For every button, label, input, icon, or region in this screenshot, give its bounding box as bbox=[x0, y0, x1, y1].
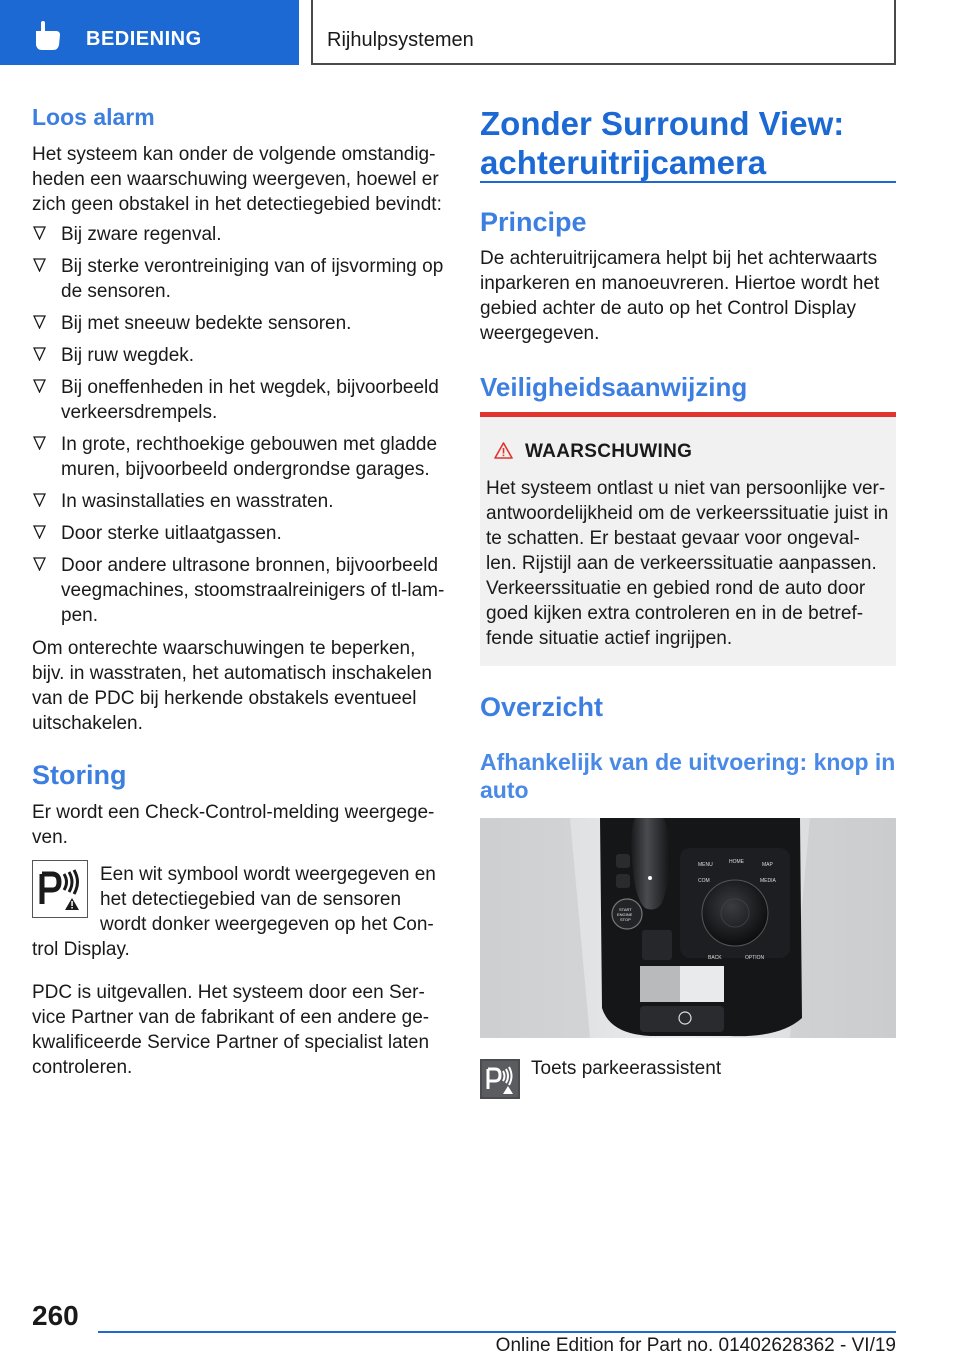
list-item: Bij oneffenheden in het wegdek, bijvoorbeeld verkeersdrempels. bbox=[32, 375, 448, 425]
warning-triangle-icon bbox=[494, 442, 513, 459]
triangle-bullet-icon bbox=[33, 258, 46, 272]
svg-text:COM: COM bbox=[698, 878, 710, 884]
list-item: Bij sterke verontreiniging van of ijsvorming op de sensoren. bbox=[32, 254, 448, 304]
triangle-bullet-icon bbox=[33, 379, 46, 393]
chapter-box bbox=[311, 0, 896, 65]
svg-text:STOP: STOP bbox=[620, 917, 631, 922]
pdc-symbol-icon bbox=[32, 860, 88, 918]
list-item: Bij zware regenval. bbox=[32, 222, 448, 247]
svg-text:ENGINE: ENGINE bbox=[617, 912, 633, 917]
list-item: Bij met sneeuw bedekte sensoren. bbox=[32, 311, 448, 336]
chapter-label: Rijhulpsystemen bbox=[327, 29, 474, 51]
svg-text:BACK: BACK bbox=[708, 955, 722, 961]
list-item: Door sterke uitlaatgassen. bbox=[32, 521, 448, 546]
storing-text-2: PDC is uitgevallen. Het systeem door een Ser-vice Partner van de fabrikant of een andere ge-kwalificeerde Service Partner of specialist laten controleren. bbox=[32, 982, 430, 1078]
section-tab bbox=[0, 0, 299, 65]
section-label: BEDIENING bbox=[86, 28, 202, 50]
list-item: Bij ruw wegdek. bbox=[32, 343, 448, 368]
svg-text:START: START bbox=[619, 907, 632, 912]
loos-alarm-list bbox=[32, 222, 448, 635]
storing-icon-text-cont: trol Display. bbox=[32, 939, 130, 960]
triangle-bullet-icon bbox=[33, 493, 46, 507]
triangle-bullet-icon bbox=[33, 315, 46, 329]
storing-heading: Storing bbox=[32, 760, 127, 790]
page-section-title: Zonder Surround View: achteruitrijcamera bbox=[480, 105, 845, 181]
storing-icon-text: Een wit symbool wordt weergegeven en het detectiegebied van de sensoren wordt donker weergegeven op het Con- bbox=[100, 864, 436, 935]
principe-text: De achteruitrijcamera helpt bij het achterwaarts inparkeren en manoeuvreren. Hiertoe wordt het gebied achter de auto op het Control Display weergegeven. bbox=[480, 248, 880, 344]
principe-heading: Principe bbox=[480, 207, 587, 237]
svg-text:MEDIA: MEDIA bbox=[760, 878, 776, 884]
list-item: In wasinstallaties en wasstraten. bbox=[32, 489, 448, 514]
svg-text:MAP: MAP bbox=[762, 862, 773, 868]
warning-title: WAARSCHUWING bbox=[525, 441, 693, 462]
loos-alarm-heading: Loos alarm bbox=[32, 104, 155, 130]
svg-text:OPTION: OPTION bbox=[745, 955, 765, 961]
list-item: Door andere ultrasone bronnen, bijvoorbeeld veegmachines, stoomstraalreinigers of tl-lam-pen. bbox=[32, 553, 448, 628]
veiligheid-heading: Veiligheidsaanwijzing bbox=[480, 372, 748, 402]
loos-alarm-intro: Het systeem kan onder de volgende omstandig-heden een waarschuwing weergeven, hoewel er zich geen obstakel in het detectiegebied bevindt: bbox=[32, 144, 442, 215]
overzicht-subheading: Afhankelijk van de uitvoering: knop in auto bbox=[480, 749, 896, 803]
overzicht-heading: Overzicht bbox=[480, 692, 604, 722]
footer-edition: Online Edition for Part no. 01402628362 - VI/19 bbox=[495, 1335, 896, 1356]
title-rule bbox=[480, 181, 896, 183]
storing-text: Er wordt een Check-Control-melding weergege-ven. bbox=[32, 802, 435, 848]
hand-pointer-icon bbox=[32, 21, 66, 51]
parking-assistant-button-icon bbox=[480, 1059, 520, 1099]
photo-caption: Toets parkeerassistent bbox=[531, 1058, 722, 1079]
warning-box bbox=[480, 412, 896, 666]
page-number: 260 bbox=[32, 1300, 79, 1331]
triangle-bullet-icon bbox=[33, 557, 46, 571]
warning-text: Het systeem ontlast u niet van persoonlijke ver-antwoordelijkheid om de verkeerssituatie juist in te schatten. Er bestaat gevaar voor ongeval-len. Rijstijl aan de verkeerssituatie aanpassen. Verkeerssituatie en gebied rond de auto door goed kijken extra controleren en in de betref-fende situatie actief ingrijpen. bbox=[486, 478, 889, 649]
console-photo bbox=[480, 818, 896, 1038]
triangle-bullet-icon bbox=[33, 436, 46, 450]
triangle-bullet-icon bbox=[33, 525, 46, 539]
svg-text:MENU: MENU bbox=[698, 862, 713, 868]
loos-alarm-outro: Om onterechte waarschuwingen te beperken, bijv. in wasstraten, het automatisch inschakelen van de PDC bij herkende obstakels eventueel uitschakelen. bbox=[32, 638, 432, 734]
list-item: In grote, rechthoekige gebouwen met gladde muren, bijvoorbeeld ondergrondse garages. bbox=[32, 432, 448, 482]
svg-text:HOME: HOME bbox=[729, 859, 744, 865]
triangle-bullet-icon bbox=[33, 226, 46, 240]
triangle-bullet-icon bbox=[33, 347, 46, 361]
footer-rule bbox=[98, 1331, 896, 1333]
